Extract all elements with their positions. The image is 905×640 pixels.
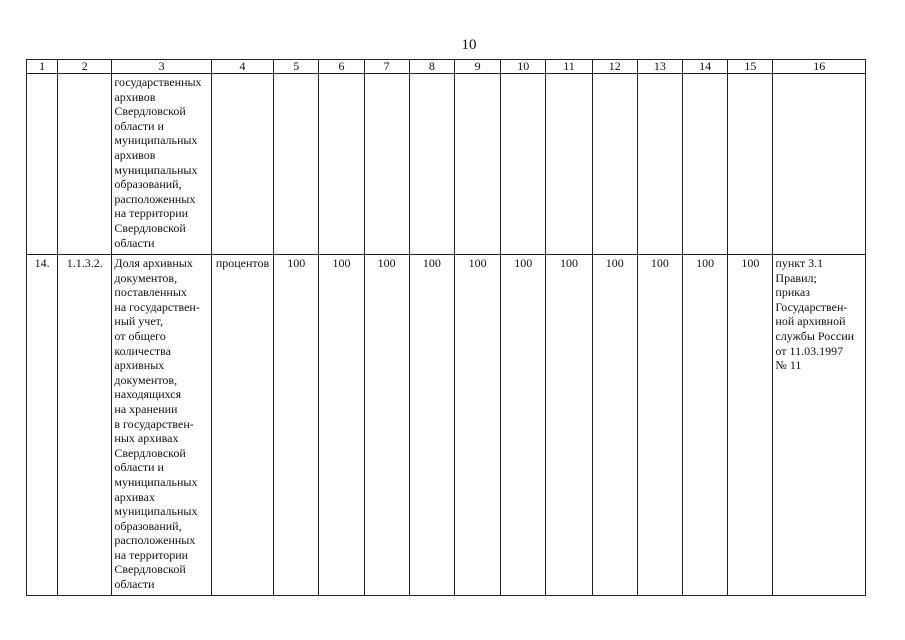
description-line: находящихся	[114, 387, 182, 402]
col-header-11: 11	[546, 60, 592, 74]
description-line: расположенных	[114, 191, 196, 206]
row1-value-cell	[409, 74, 454, 255]
row1-value-cell	[501, 74, 546, 255]
indicators-table	[26, 59, 866, 596]
row1-value-cell	[637, 74, 682, 255]
basis-line: пункт 3.1	[775, 256, 824, 270]
indicator-description	[112, 255, 211, 596]
basis-line: № 11	[775, 358, 802, 373]
page-number: 10	[461, 37, 477, 53]
description-line: ный учет,	[114, 314, 163, 329]
target-value: 100	[683, 255, 728, 596]
table-row	[27, 74, 866, 255]
description-line: документов,	[114, 270, 178, 285]
target-value: 100	[637, 255, 682, 596]
basis-line: от 11.03.1997	[775, 343, 844, 358]
col-header-10: 10	[501, 60, 546, 74]
description-line: Свердловской	[114, 562, 186, 577]
description-line: расположенных	[114, 533, 196, 548]
unit-of-measure: процентов	[211, 255, 273, 596]
table-row	[27, 255, 866, 596]
col-header-9: 9	[454, 60, 500, 74]
col-header-2: 2	[58, 60, 112, 74]
description-line: области и	[114, 118, 164, 133]
description-line: архивов	[114, 147, 156, 162]
col-header-15: 15	[728, 60, 773, 74]
indicator-code: 1.1.3.2.	[58, 255, 112, 596]
description-line: муниципальных	[114, 474, 198, 489]
basis-line: службы России	[775, 328, 855, 343]
basis-line: ной архивной	[775, 314, 846, 329]
legal-basis	[773, 255, 866, 596]
description-line: государственных	[114, 75, 202, 89]
row1-value-cell	[728, 74, 773, 255]
col-header-4: 4	[211, 60, 273, 74]
description-line: на хранении	[114, 401, 178, 416]
description-line: документов,	[114, 372, 178, 387]
description-line: в государствен-	[114, 416, 194, 431]
col-header-12: 12	[592, 60, 637, 74]
description-line: Свердловской	[114, 104, 186, 119]
row1-code-cell	[58, 74, 112, 255]
description-line: архивов	[114, 89, 156, 104]
description-line: области	[114, 235, 155, 250]
target-value: 100	[409, 255, 454, 596]
target-value: 100	[364, 255, 409, 596]
target-value: 100	[274, 255, 319, 596]
description-line: ных архивах	[114, 431, 179, 446]
description-line: образований,	[114, 518, 182, 533]
col-header-1: 1	[27, 60, 58, 74]
row-number: 14.	[27, 255, 58, 596]
col-header-8: 8	[409, 60, 454, 74]
row1-num-cell	[27, 74, 58, 255]
target-value: 100	[319, 255, 364, 596]
row1-basis-cell	[773, 74, 866, 255]
description-line: муниципальных	[114, 133, 198, 148]
description-line: архивных	[114, 358, 165, 373]
row1-value-cell	[546, 74, 592, 255]
description-line: на территории	[114, 547, 189, 562]
description-line: муниципальных	[114, 504, 198, 519]
description-line: от общего	[114, 328, 166, 343]
row1-value-cell	[592, 74, 637, 255]
description-line: области и	[114, 460, 164, 475]
target-value: 100	[728, 255, 773, 596]
col-header-6: 6	[319, 60, 364, 74]
target-value: 100	[546, 255, 592, 596]
row1-value-cell	[454, 74, 500, 255]
description-line: количества	[114, 343, 171, 358]
col-header-3: 3	[112, 60, 211, 74]
row1-unit-cell	[211, 74, 273, 255]
basis-line: Государствен-	[775, 299, 848, 314]
description-line: Свердловской	[114, 445, 186, 460]
target-value: 100	[454, 255, 500, 596]
description-line: архивах	[114, 489, 155, 504]
col-header-14: 14	[683, 60, 728, 74]
col-header-16: 16	[773, 60, 866, 74]
description-line: на государствен-	[114, 299, 200, 314]
row1-value-cell	[364, 74, 409, 255]
basis-line: приказ	[775, 285, 810, 300]
header-row	[27, 60, 866, 74]
row1-value-cell	[274, 74, 319, 255]
target-value: 100	[592, 255, 637, 596]
description-line: образований,	[114, 177, 182, 192]
basis-line: Правил;	[775, 270, 817, 285]
target-value: 100	[501, 255, 546, 596]
row1-description-cell	[112, 74, 211, 255]
row1-value-cell	[319, 74, 364, 255]
description-line: Доля архивных	[114, 256, 193, 270]
row1-value-cell	[683, 74, 728, 255]
description-line: Свердловской	[114, 220, 186, 235]
col-header-7: 7	[364, 60, 409, 74]
description-line: поставленных	[114, 285, 187, 300]
description-line: на территории	[114, 206, 189, 221]
col-header-5: 5	[274, 60, 319, 74]
description-line: области	[114, 577, 155, 592]
col-header-13: 13	[637, 60, 682, 74]
description-line: муниципальных	[114, 162, 198, 177]
